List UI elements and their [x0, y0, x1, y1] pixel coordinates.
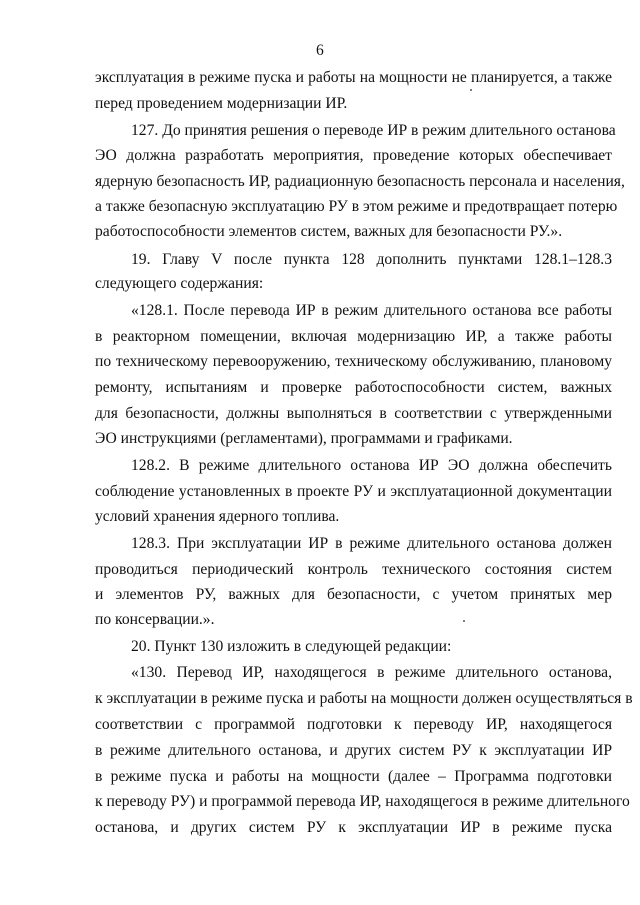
- scan-speck: [470, 89, 472, 91]
- text-line: и элементов РУ, важных для безопасности, с учетом принятых мер: [95, 586, 612, 603]
- text-line: эксплуатация в режиме пуска и работы на мощности не планируется, а также: [95, 69, 612, 86]
- scan-speck: [463, 620, 465, 622]
- text-line: в режиме длительного останова, и других систем РУ к эксплуатации ИР: [95, 742, 612, 759]
- text-line: проводиться периодический контроль технического состояния систем: [95, 561, 612, 578]
- text-line: ядерную безопасность ИР, радиационную безопасность персонала и населения,: [95, 173, 625, 190]
- text-line: останова, и других систем РУ к эксплуатации ИР в режиме пуска: [95, 819, 612, 836]
- text-line: перед проведением модернизации ИР.: [95, 95, 348, 112]
- text-line: ремонту, испытаниям и проверке работоспособности систем, важных: [95, 379, 612, 396]
- paragraph-128-3-line: 128.3. При эксплуатации ИР в режиме длительного останова должен: [131, 535, 612, 552]
- text-line: соответствии с программой подготовки к переводу ИР, находящегося: [95, 716, 612, 733]
- paragraph-130-line: «130. Перевод ИР, находящегося в режиме длительного останова,: [131, 664, 612, 681]
- paragraph-127-line: 127. До принятия решения о переводе ИР в режим длительного останова: [131, 122, 616, 139]
- paragraph-128-1-line: «128.1. После перевода ИР в режим длительного останова все работы: [131, 302, 612, 319]
- item-19-line: 19. Главу V после пункта 128 дополнить пунктами 128.1–128.3: [131, 251, 612, 268]
- text-line: ЭО инструкциями (регламентами), программами и графиками.: [95, 430, 513, 447]
- text-line: для безопасности, должны выполняться в соответствии с утвержденными: [95, 405, 612, 422]
- text-line: ЭО должна разработать мероприятия, проведение которых обеспечивает: [95, 147, 612, 164]
- text-line: а также безопасную эксплуатацию РУ в этом режиме и предотвращает потерю: [95, 198, 618, 215]
- item-20-line: 20. Пункт 130 изложить в следующей редакции:: [131, 638, 452, 655]
- text-line: условий хранения ядерного топлива.: [95, 508, 340, 525]
- text-line: в реакторном помещении, включая модернизацию ИР, а также работы: [95, 328, 612, 345]
- text-line: соблюдение установленных в проекте РУ и эксплуатационной документации: [95, 483, 612, 500]
- text-line: следующего содержания:: [95, 275, 264, 292]
- text-line: к переводу РУ) и программой перевода ИР, находящегося в режиме длительного: [95, 793, 630, 810]
- text-line: в режиме пуска и работы на мощности (далее – Программа подготовки: [95, 768, 612, 785]
- paragraph-128-2-line: 128.2. В режиме длительного останова ИР ЭО должна обеспечить: [131, 457, 612, 474]
- page-number: 6: [315, 42, 325, 59]
- text-line: к эксплуатации в режиме пуска и работы на мощности должен осуществляться в: [95, 690, 633, 707]
- text-line: по техническому перевооружению, техническому обслуживанию, плановому: [95, 353, 612, 370]
- text-line: по консервации.».: [95, 611, 215, 628]
- text-line: работоспособности элементов систем, важных для безопасности РУ.».: [95, 223, 563, 240]
